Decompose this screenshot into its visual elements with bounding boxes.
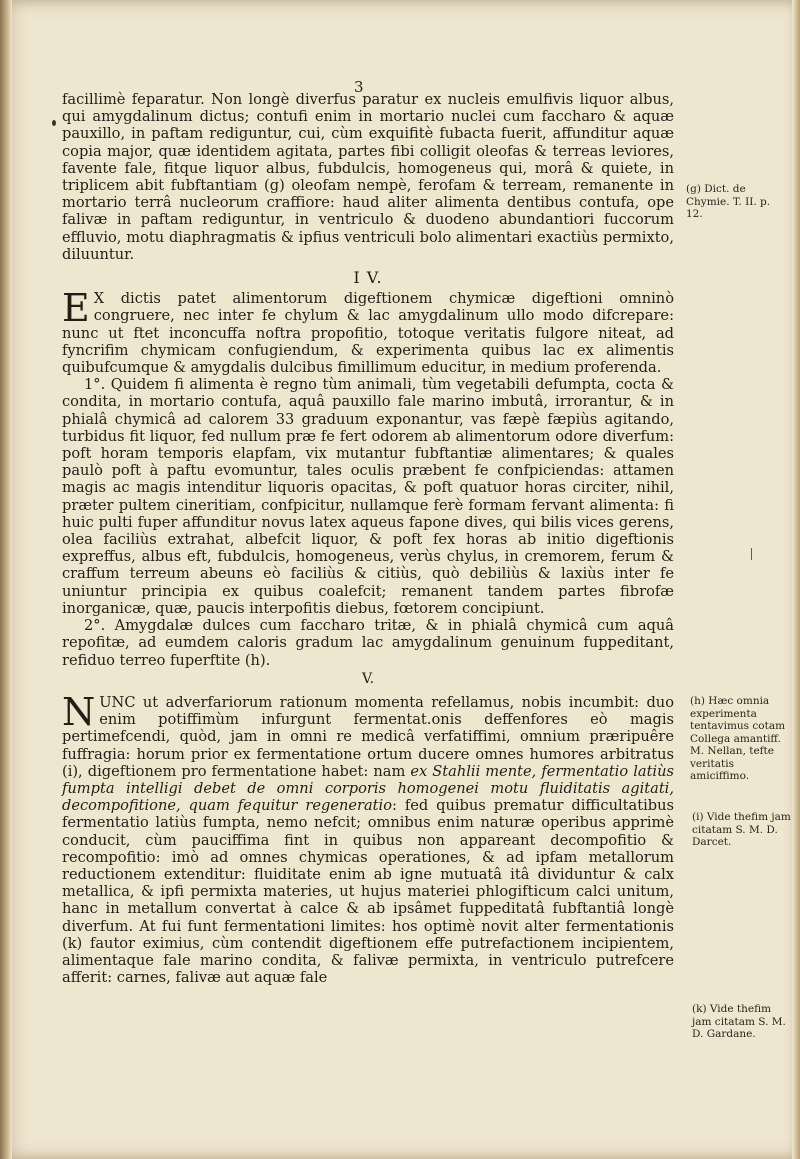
main-text-column: [62, 91, 674, 986]
paragraph-experiment-1: 1°. Quidem fi alimenta è regno tùm animali, tùm vegetabili defumpta, cocta & condita, in mortario contufa, aquâ pauxillo fale marino imbutâ, irrorantur, & in phialâ chymicâ ad calorem 33 graduum exponantur, vas fæpè fæpiùs agitando, turbidus fit liquor, fed nullum præ fe fert odorem ab alimentorum odore diverfum: poft horam temporis elapfam, vix mutantur fubftantiæ alimentares; & quales paulò poft à paftu evomuntur, tales oculis præbent fe confpiciendas: attamen magis ac magis intenditur liquoris opacitas, & poft quatuor horas circiter, nihil, præter pultem cineritiam, confpicitur, nullamque ferè formam fervant alimenta: fi huic pulti fuper affunditur novus latex aqueus fapone dives, qui bilis vices gerens, olea faciliùs extrahat, albefcit liquor, & poft fex horas ab initio digeftionis expreffus, albus eft, fubdulcis, homogeneus, verùs chylus, in cremorem, ferum & craffum terreum abeuns eò faciliùs & citiùs, quò debiliùs & laxiùs inter fe uniuntur principia ex quibus coalefcit; remanent tandem partes fibrofæ inorganicæ, quæ, paucis interpofitis diebus, fœtorem concipiunt.: [62, 376, 674, 617]
section-heading-v: V.: [361, 670, 375, 687]
page-gutter: [0, 0, 12, 1159]
margin-tick-mark: [751, 548, 752, 560]
italic-quotation: ex Stahlii mente, fermentatio latiùs fumpta intelligi debet de omni corporis homogenei motu fluiditatis agitati, decompofitione, quam fequitur regeneratio: [62, 762, 674, 815]
margin-note-g: (g) Dict. de Chymie. T. II. p. 12.: [686, 183, 771, 220]
margin-note-k: (k) Vide thefim jam citatam S. M. D. Gardane.: [692, 1003, 786, 1040]
paragraph-section-iv: [62, 286, 674, 377]
page-edge: [792, 0, 800, 1159]
drop-cap-e: E: [62, 286, 90, 331]
page-number: 3: [354, 78, 364, 96]
margin-note-h: (h) Hæc omnia experimenta tentavimus cotam Collega amantiff. M. Nellan, tefte veritatis amiciffimo.: [690, 695, 786, 782]
drop-cap-n: N: [62, 689, 96, 734]
paragraph-experiment-2: 2°. Amygdalæ dulces cum faccharo tritæ, & in phialâ chymicâ cum aquâ repofitæ, ad eumdem caloris gradum lac amygdalinum genuinum fuppeditant, refiduo terreo fuperftite (h).: [62, 617, 674, 669]
paragraph-continuation: facillimè feparatur. Non longè diverfus paratur ex nucleis emulfivis liquor albus, qui amygdalinum dictus; contufi enim in mortario nuclei cum faccharo & aquæ pauxillo, in paftam rediguntur, cui, cùm exquifitè fubacta fuerit, affunditur aquæ copia major, quæ identidem agitata, partes fibi colligit oleofas & terreas leviores, favente fale, fitque liquor albus, fubdulcis, homogeneus qui, morâ & quiete, in triplicem abit fubftantiam (g) oleofam nempè, ferofam & terream, remanente in mortario terrâ nucleorum craffiore: haud aliter alimenta dentibus contufa, ope falivæ in paftam rediguntur, in ventriculo & duodeno abundantiori fuccorum effluvio, motu diaphragmatis & ipfius ventriculi bolo alimentari exactiùs permixto, diluuntur.: [62, 91, 674, 263]
section-heading-iv: I V.: [353, 268, 383, 288]
paragraph-text: UNC ut adverfariorum rationum momenta refellamus, nobis incumbit: duo enim potiffimùm infurgunt fermentat.onis deffenfores eò magis pertimefcendi, quòd, jam in omni re medicâ verfatiffimi, omnium præripuêre fuffragia: horum prior ex fermentatione ortum ducere omnes humores arbitratus (i), digeftionem pro fermentatione habet: nam: [62, 693, 674, 780]
margin-note-i: (i) Vide thefim jam citatam S. M. D. Darcet.: [692, 811, 791, 848]
ink-spot: [52, 120, 56, 126]
paragraph-text: X dictis patet alimentorum digeftionem chymicæ digeftioni omninò congruere, nec inter fe chylum & lac amygdalinum ullo modo difcrepare: nunc ut ftet inconcuffa noftra propofitio, totoque veritatis fulgore niteat, ad fyncrifim chymicam confugiendum, & experimenta quibus lac ex alimentis quibufcumque & amygdalis dulcibus fimillimum educitur, in medium proferenda.: [62, 290, 674, 377]
paragraph-text-continued: : fed quibus prematur difficultatibus fermentatio latiùs fumpta, nemo nefcit; omnibus enim naturæ operibus apprimè conducit, cùm pauciffima fint in quibus non appareant decompofitio & recompofitio: imò ad omnes chymicas operationes, & ad ipfam metallorum reductionem extenditur: fluiditate enim ab igne mutuatâ itâ dividuntur & calx metallica, & ipfi permixta materies, ut hujus materiei phlogifticum calci unitum, hanc in metallum convertat à calce & ab ipsâmet fuppeditatâ fubftantiâ longè diverfum. At fui funt fermentationi limites: hos optimè novit alter fermentationis (k) fautor eximius, cùm contendit digeftionem effe putrefactionem incipientem, alimentaque fale marino condita, & falivæ permixta, in ventriculo putrefcere afferit: carnes, falivæ aut aquæ fale: [62, 797, 674, 987]
paragraph-section-v: [62, 689, 674, 987]
